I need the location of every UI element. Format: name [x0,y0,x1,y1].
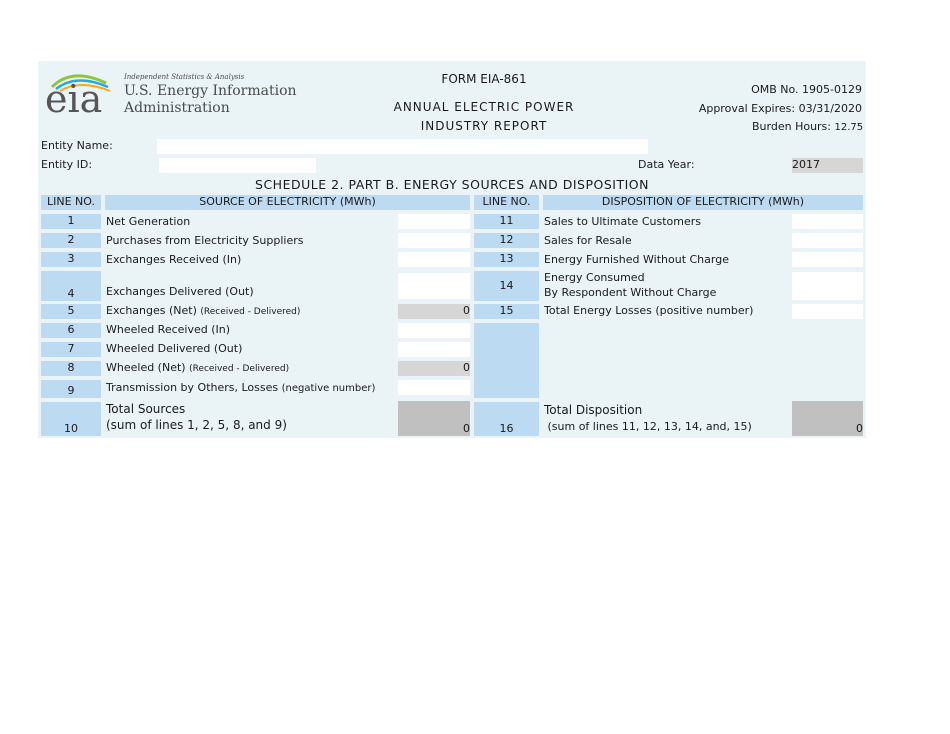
disposition-label2: By Respondent Without Charge [544,286,717,299]
form-eia-861 [38,61,866,438]
energy-consumed-input[interactable] [792,272,863,300]
entity-name-input[interactable] [157,139,648,154]
disposition-label: Energy Furnished Without Charge [544,253,729,266]
disposition-line-no: 11 [474,214,539,229]
source-label: Exchanges Received (In) [106,253,242,266]
disposition-header: DISPOSITION OF ELECTRICITY (MWh) [543,195,863,210]
sales-ultimate-input[interactable] [792,214,863,229]
total-disposition-value: 0 [792,401,863,436]
source-label: Transmission by Others, Losses (negative number) [106,381,376,394]
transmission-losses-input[interactable] [398,380,470,395]
entity-name-label: Entity Name: [41,139,113,152]
source-label: Wheeled Delivered (Out) [106,342,243,355]
form-title-line2: INDUSTRY REPORT [420,119,548,133]
form-title-line1: ANNUAL ELECTRIC POWER [393,100,575,114]
purchases-input[interactable] [398,233,470,248]
source-line-no: 6 [41,323,101,338]
energy-losses-input[interactable] [792,304,863,319]
burden-hours-value: 12.75 [834,122,864,133]
sources-header: SOURCE OF ELECTRICITY (MWh) [105,195,470,210]
exchanges-received-input[interactable] [398,252,470,267]
source-line-no: 3 [41,252,101,267]
source-line-no: 4 [41,271,101,301]
data-year-label: Data Year: [638,158,695,171]
source-label: Wheeled (Net) (Received - Delivered) [106,361,290,374]
total-disposition-label2: (sum of lines 11, 12, 13, 14, and, 15) [544,420,752,433]
total-sources-label: Total Sources [106,402,186,416]
disposition-line-no-header: LINE NO. [474,195,539,210]
schedule-title: SCHEDULE 2. PART B. ENERGY SOURCES AND DISPOSITION [255,177,649,192]
source-label: Exchanges Delivered (Out) [106,285,254,298]
data-year-field: 2017 [792,158,863,173]
source-label: Purchases from Electricity Suppliers [106,234,304,247]
omb-number: OMB No. 1905-0129 [751,83,862,96]
entity-id-label: Entity ID: [41,158,93,171]
disposition-label: Sales for Resale [544,234,632,247]
source-line-no: 7 [41,342,101,357]
logo-wordmark: eia [45,77,103,121]
source-label: Wheeled Received (In) [106,323,231,336]
wheeled-delivered-input[interactable] [398,342,470,357]
entity-id-input[interactable] [159,158,316,173]
disposition-label: Total Energy Losses (positive number) [544,304,754,317]
total-sources-label2: (sum of lines 1, 2, 5, 8, and 9) [106,418,287,432]
disposition-line-no: 16 [474,402,539,436]
sources-line-no-header: LINE NO. [41,195,101,210]
agency-tagline: Independent Statistics & Analysis [124,73,245,81]
agency-name-line1: U.S. Energy Information [124,83,297,99]
disposition-line-no: 12 [474,233,539,248]
net-generation-input[interactable] [398,214,470,229]
disposition-line-no: 13 [474,252,539,267]
disposition-label: Energy Consumed [544,271,645,284]
source-line-no: 10 [41,402,101,436]
exchanges-delivered-input[interactable] [398,273,470,299]
exchanges-net-value: 0 [398,304,470,319]
burden-hours-label: Burden Hours: [752,120,831,133]
wheeled-received-input[interactable] [398,323,470,338]
disposition-blank-block [474,323,539,398]
energy-furnished-input[interactable] [792,252,863,267]
wheeled-net-value: 0 [398,361,470,376]
source-line-no: 8 [41,361,101,376]
eia-logo [42,65,114,119]
source-line-no: 9 [41,380,101,398]
approval-expires: Approval Expires: 03/31/2020 [698,102,862,115]
form-number: FORM EIA-861 [441,72,527,86]
source-label: Net Generation [106,215,191,228]
source-line-no: 5 [41,304,101,319]
agency-name-line2: Administration [124,100,230,116]
disposition-label: Sales to Ultimate Customers [544,215,701,228]
sales-resale-input[interactable] [792,233,863,248]
total-disposition-label: Total Disposition [544,403,643,417]
burden-hours [752,120,863,133]
disposition-line-no: 14 [474,271,539,301]
source-line-no: 1 [41,214,101,229]
source-label: Exchanges (Net) (Received - Delivered) [106,304,301,317]
disposition-line-no: 15 [474,304,539,319]
total-sources-value: 0 [398,401,470,436]
source-line-no: 2 [41,233,101,248]
